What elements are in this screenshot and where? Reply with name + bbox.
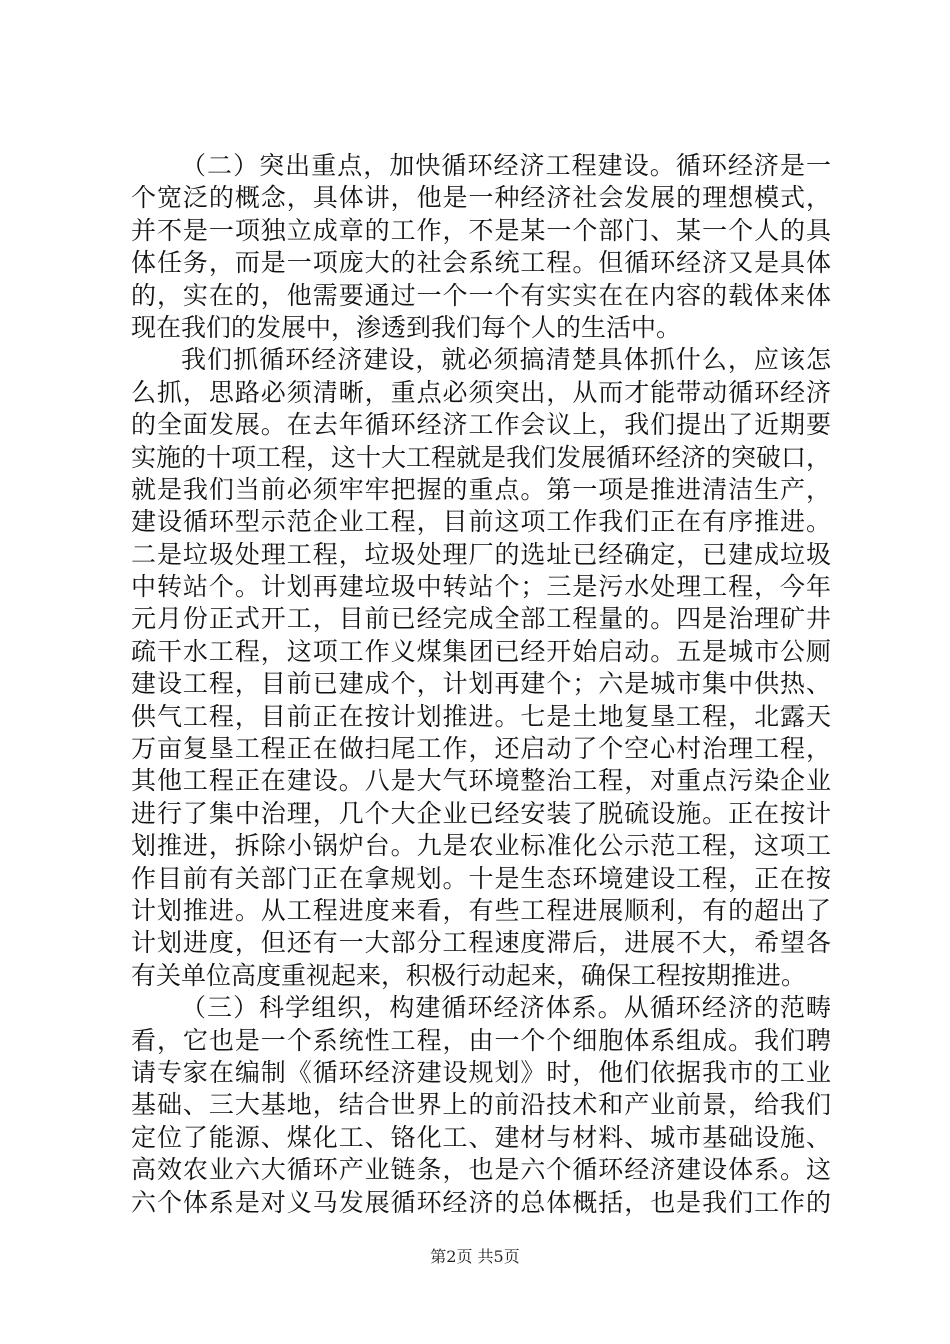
text-line: 建设循环型示范企业工程，目前这项工作我们正在有序推进。 [131,507,831,537]
text-line: 中转站个。计划再建垃圾中转站个；三是污水处理工程，今年 [131,572,831,602]
text-line: 我们抓循环经济建设，就必须搞清楚具体抓什么，应该怎 [181,345,831,375]
text-line: 进行了集中治理，几个大企业已经安装了脱硫设施。正在按计 [131,798,831,828]
text-line: 元月份正式开工，目前已经完成全部工程量的。四是治理矿井 [131,604,831,634]
text-line: 并不是一项独立成章的工作，不是某一个部门、某一个人的具 [131,215,831,245]
text-line: （二）突出重点，加快循环经济工程建设。循环经济是一 [181,151,831,180]
text-line: 基础、三大基地，结合世界上的前沿技术和产业前景，给我们 [131,1090,831,1120]
text-line: 计划进度，但还有一大部分工程速度滞后，进展不大，希望各 [131,928,831,958]
text-line: 疏干水工程，这项工作义煤集团已经开始启动。五是城市公厕 [131,636,831,666]
text-line: 看，它也是一个系统性工程，由一个个细胞体系组成。我们聘 [131,1025,831,1055]
text-line: 就是我们当前必须牢牢把握的重点。第一项是推进清洁生产， [131,474,831,504]
text-line: 作目前有关部门正在拿规划。十是生态环境建设工程，正在按 [131,863,831,893]
text-line: 供气工程，目前正在按计划推进。七是土地复垦工程，北露天 [131,701,831,731]
text-line: 请专家在编制《循环经济建设规划》时，他们依据我市的工业 [131,1057,831,1087]
text-line: 的，实在的，他需要通过一个一个有实实在在内容的载体来体 [131,280,831,310]
text-line: 万亩复垦工程正在做扫尾工作，还启动了个空心村治理工程， [131,734,831,764]
document-body [131,150,831,1219]
text-line: 划推进，拆除小锅炉台。九是农业标准化公示范工程，这项工 [131,831,831,861]
text-line: 高效农业六大循环产业链条，也是六个循环经济建设体系。这 [131,1155,831,1185]
text-line: 二是垃圾处理工程，垃圾处理厂的选址已经确定，已建成垃圾 [131,539,831,569]
text-line: 体任务，而是一项庞大的社会系统工程。但循环经济又是具体 [131,248,831,278]
text-line: 计划推进。从工程进度来看，有些工程进展顺利，有的超出了 [131,895,831,925]
text-line: 现在我们的发展中，渗透到我们每个人的生活中。 [131,312,682,342]
text-line: 建设工程，目前已建成个，计划再建个；六是城市集中供热、 [131,669,831,699]
text-line: 么抓，思路必须清晰，重点必须突出，从而才能带动循环经济 [131,377,831,407]
text-line: 其他工程正在建设。八是大气环境整治工程，对重点污染企业 [131,766,831,796]
text-line: 个宽泛的概念，具体讲，他是一种经济社会发展的理想模式， [131,183,831,213]
text-line: 六个体系是对义马发展循环经济的总体概括，也是我们工作的 [131,1187,831,1217]
text-line: 有关单位高度重视起来，积极行动起来，确保工程按期推进。 [131,960,807,990]
text-line: （三）科学组织，构建循环经济体系。从循环经济的范畴 [181,993,831,1023]
text-line: 定位了能源、煤化工、铬化工、建材与材料、城市基础设施、 [131,1122,831,1152]
page-footer: 第2页 共5页 [430,1247,520,1266]
text-line: 的全面发展。在去年循环经济工作会议上，我们提出了近期要 [131,410,831,440]
text-line: 实施的十项工程，这十大工程就是我们发展循环经济的突破口， [131,442,832,472]
